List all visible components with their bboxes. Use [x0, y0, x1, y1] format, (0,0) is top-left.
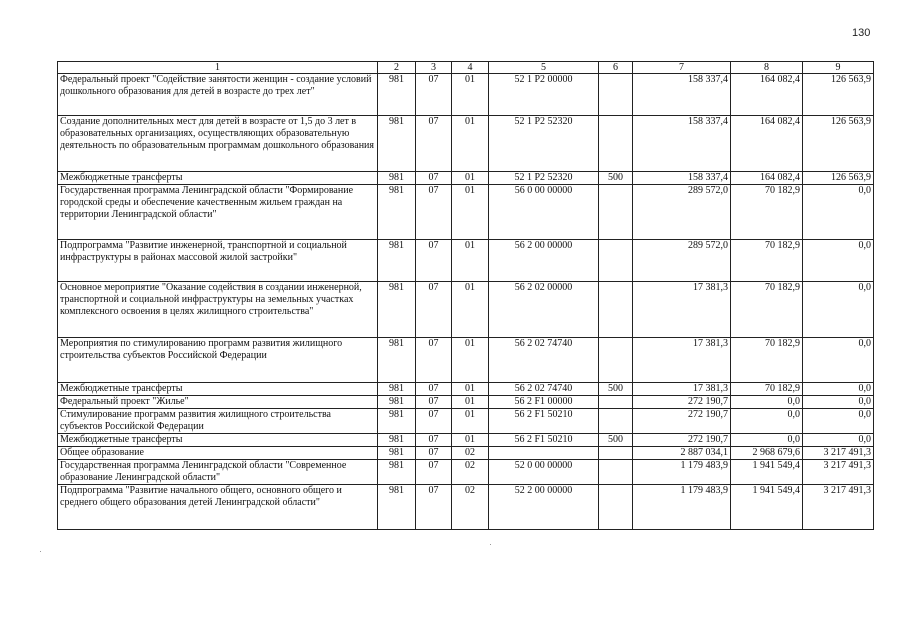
expense-type-code — [599, 485, 633, 530]
subsection-code: 01 — [452, 116, 489, 172]
row-name: Мероприятия по стимулированию программ развития жилищного строительства субъектов Российской Федерации — [58, 338, 378, 383]
subsection-code: 01 — [452, 172, 489, 185]
row-name: Подпрограмма "Развитие инженерной, транспортной и социальной инфраструктуры в районах массовой жилой застройки" — [58, 240, 378, 282]
amount-col9: 126 563,9 — [803, 74, 874, 116]
gr-code: 981 — [378, 116, 416, 172]
expense-type-code — [599, 282, 633, 338]
target-code: 56 2 02 74740 — [489, 338, 599, 383]
target-code: 56 2 02 00000 — [489, 282, 599, 338]
row-name: Подпрограмма "Развитие начального общего, основного общего и среднего общего образования детей Ленинградской области" — [58, 485, 378, 530]
row-name: Государственная программа Ленинградской области "Современное образование Ленинградской области" — [58, 460, 378, 485]
amount-col8: 2 968 679,6 — [731, 447, 803, 460]
amount-col7: 1 179 483,9 — [633, 460, 731, 485]
amount-col8: 70 182,9 — [731, 240, 803, 282]
subsection-code: 01 — [452, 185, 489, 240]
gr-code: 981 — [378, 460, 416, 485]
table-row — [58, 240, 874, 282]
table-row — [58, 172, 874, 185]
col-header: 2 — [378, 62, 416, 74]
subsection-code: 01 — [452, 383, 489, 396]
col-header: 4 — [452, 62, 489, 74]
amount-col9: 0,0 — [803, 185, 874, 240]
amount-col9: 126 563,9 — [803, 116, 874, 172]
target-code: 52 1 P2 52320 — [489, 172, 599, 185]
gr-code: 981 — [378, 172, 416, 185]
table-row — [58, 460, 874, 485]
table-row — [58, 116, 874, 172]
subsection-code: 01 — [452, 240, 489, 282]
table-body — [58, 62, 874, 530]
budget-table — [57, 61, 874, 530]
section-code: 07 — [416, 447, 452, 460]
amount-col7: 158 337,4 — [633, 116, 731, 172]
table-row — [58, 447, 874, 460]
col-header: 9 — [803, 62, 874, 74]
table-row — [58, 338, 874, 383]
target-code: 56 2 F1 00000 — [489, 396, 599, 409]
section-code: 07 — [416, 434, 452, 447]
section-code: 07 — [416, 240, 452, 282]
scan-speck — [490, 544, 491, 545]
row-name: Общее образование — [58, 447, 378, 460]
table-row — [58, 396, 874, 409]
target-code: 52 2 00 00000 — [489, 485, 599, 530]
expense-type-code — [599, 396, 633, 409]
amount-col8: 0,0 — [731, 434, 803, 447]
amount-col9: 0,0 — [803, 240, 874, 282]
table-row — [58, 485, 874, 530]
table-row — [58, 282, 874, 338]
amount-col8: 1 941 549,4 — [731, 485, 803, 530]
expense-type-code: 500 — [599, 434, 633, 447]
subsection-code: 01 — [452, 74, 489, 116]
gr-code: 981 — [378, 240, 416, 282]
subsection-code: 02 — [452, 485, 489, 530]
table-row — [58, 434, 874, 447]
scan-speck — [40, 551, 41, 552]
amount-col9: 3 217 491,3 — [803, 460, 874, 485]
subsection-code: 01 — [452, 396, 489, 409]
section-code: 07 — [416, 185, 452, 240]
amount-col8: 70 182,9 — [731, 383, 803, 396]
amount-col7: 1 179 483,9 — [633, 485, 731, 530]
row-name: Межбюджетные трансферты — [58, 172, 378, 185]
amount-col7: 17 381,3 — [633, 383, 731, 396]
section-code: 07 — [416, 116, 452, 172]
amount-col9: 0,0 — [803, 434, 874, 447]
col-header: 7 — [633, 62, 731, 74]
page-number: 130 — [852, 27, 871, 39]
amount-col8: 0,0 — [731, 396, 803, 409]
expense-type-code — [599, 74, 633, 116]
row-name: Федеральный проект "Содействие занятости женщин - создание условий дошкольного образования для детей в возрасте до трех лет" — [58, 74, 378, 116]
header-row — [58, 62, 874, 74]
amount-col9: 0,0 — [803, 383, 874, 396]
col-header: 5 — [489, 62, 599, 74]
table-row — [58, 409, 874, 434]
amount-col8: 70 182,9 — [731, 185, 803, 240]
col-header: 8 — [731, 62, 803, 74]
subsection-code: 01 — [452, 282, 489, 338]
gr-code: 981 — [378, 74, 416, 116]
amount-col9: 126 563,9 — [803, 172, 874, 185]
amount-col7: 17 381,3 — [633, 282, 731, 338]
row-name: Межбюджетные трансферты — [58, 383, 378, 396]
amount-col7: 272 190,7 — [633, 396, 731, 409]
target-code: 56 2 F1 50210 — [489, 409, 599, 434]
gr-code: 981 — [378, 396, 416, 409]
gr-code: 981 — [378, 338, 416, 383]
amount-col7: 272 190,7 — [633, 434, 731, 447]
amount-col9: 0,0 — [803, 282, 874, 338]
amount-col7: 158 337,4 — [633, 172, 731, 185]
col-header: 6 — [599, 62, 633, 74]
gr-code: 981 — [378, 485, 416, 530]
section-code: 07 — [416, 338, 452, 383]
target-code: 56 0 00 00000 — [489, 185, 599, 240]
target-code: 52 1 P2 00000 — [489, 74, 599, 116]
expense-type-code — [599, 116, 633, 172]
subsection-code: 01 — [452, 434, 489, 447]
amount-col7: 158 337,4 — [633, 74, 731, 116]
table-row — [58, 185, 874, 240]
expense-type-code — [599, 240, 633, 282]
gr-code: 981 — [378, 383, 416, 396]
col-header: 1 — [58, 62, 378, 74]
expense-type-code — [599, 185, 633, 240]
section-code: 07 — [416, 485, 452, 530]
amount-col9: 0,0 — [803, 338, 874, 383]
section-code: 07 — [416, 282, 452, 338]
target-code: 56 2 02 74740 — [489, 383, 599, 396]
section-code: 07 — [416, 409, 452, 434]
gr-code: 981 — [378, 434, 416, 447]
section-code: 07 — [416, 74, 452, 116]
row-name: Основное мероприятие "Оказание содействия в создании инженерной, транспортной и социальной инфраструктуры на земельных участках комплексного освоения в целях жилищного строительства" — [58, 282, 378, 338]
amount-col7: 272 190,7 — [633, 409, 731, 434]
amount-col8: 164 082,4 — [731, 116, 803, 172]
amount-col8: 164 082,4 — [731, 74, 803, 116]
target-code: 56 2 00 00000 — [489, 240, 599, 282]
amount-col9: 3 217 491,3 — [803, 447, 874, 460]
subsection-code: 01 — [452, 338, 489, 383]
amount-col7: 2 887 034,1 — [633, 447, 731, 460]
amount-col8: 70 182,9 — [731, 282, 803, 338]
gr-code: 981 — [378, 447, 416, 460]
amount-col9: 3 217 491,3 — [803, 485, 874, 530]
section-code: 07 — [416, 383, 452, 396]
expense-type-code: 500 — [599, 172, 633, 185]
amount-col9: 0,0 — [803, 409, 874, 434]
expense-type-code: 500 — [599, 383, 633, 396]
col-header: 3 — [416, 62, 452, 74]
target-code: 52 0 00 00000 — [489, 460, 599, 485]
expense-type-code — [599, 338, 633, 383]
target-code: 52 1 P2 52320 — [489, 116, 599, 172]
amount-col8: 164 082,4 — [731, 172, 803, 185]
subsection-code: 02 — [452, 460, 489, 485]
section-code: 07 — [416, 396, 452, 409]
gr-code: 981 — [378, 409, 416, 434]
expense-type-code — [599, 447, 633, 460]
expense-type-code — [599, 409, 633, 434]
row-name: Межбюджетные трансферты — [58, 434, 378, 447]
gr-code: 981 — [378, 185, 416, 240]
subsection-code: 01 — [452, 409, 489, 434]
row-name: Создание дополнительных мест для детей в возрасте от 1,5 до 3 лет в образовательных организациях, осуществляющих образовательную деятельность по образовательным программам дошкольного образования — [58, 116, 378, 172]
table-row — [58, 74, 874, 116]
row-name: Федеральный проект "Жилье" — [58, 396, 378, 409]
amount-col7: 289 572,0 — [633, 185, 731, 240]
amount-col8: 70 182,9 — [731, 338, 803, 383]
target-code — [489, 447, 599, 460]
row-name: Стимулирование программ развития жилищного строительства субъектов Российской Федерации — [58, 409, 378, 434]
row-name: Государственная программа Ленинградской области "Формирование городской среды и обеспечение качественным жильем граждан на территории Ленинградской области" — [58, 185, 378, 240]
amount-col7: 17 381,3 — [633, 338, 731, 383]
target-code: 56 2 F1 50210 — [489, 434, 599, 447]
section-code: 07 — [416, 172, 452, 185]
amount-col8: 0,0 — [731, 409, 803, 434]
amount-col8: 1 941 549,4 — [731, 460, 803, 485]
amount-col9: 0,0 — [803, 396, 874, 409]
amount-col7: 289 572,0 — [633, 240, 731, 282]
subsection-code: 02 — [452, 447, 489, 460]
table-row — [58, 383, 874, 396]
expense-type-code — [599, 460, 633, 485]
section-code: 07 — [416, 460, 452, 485]
gr-code: 981 — [378, 282, 416, 338]
